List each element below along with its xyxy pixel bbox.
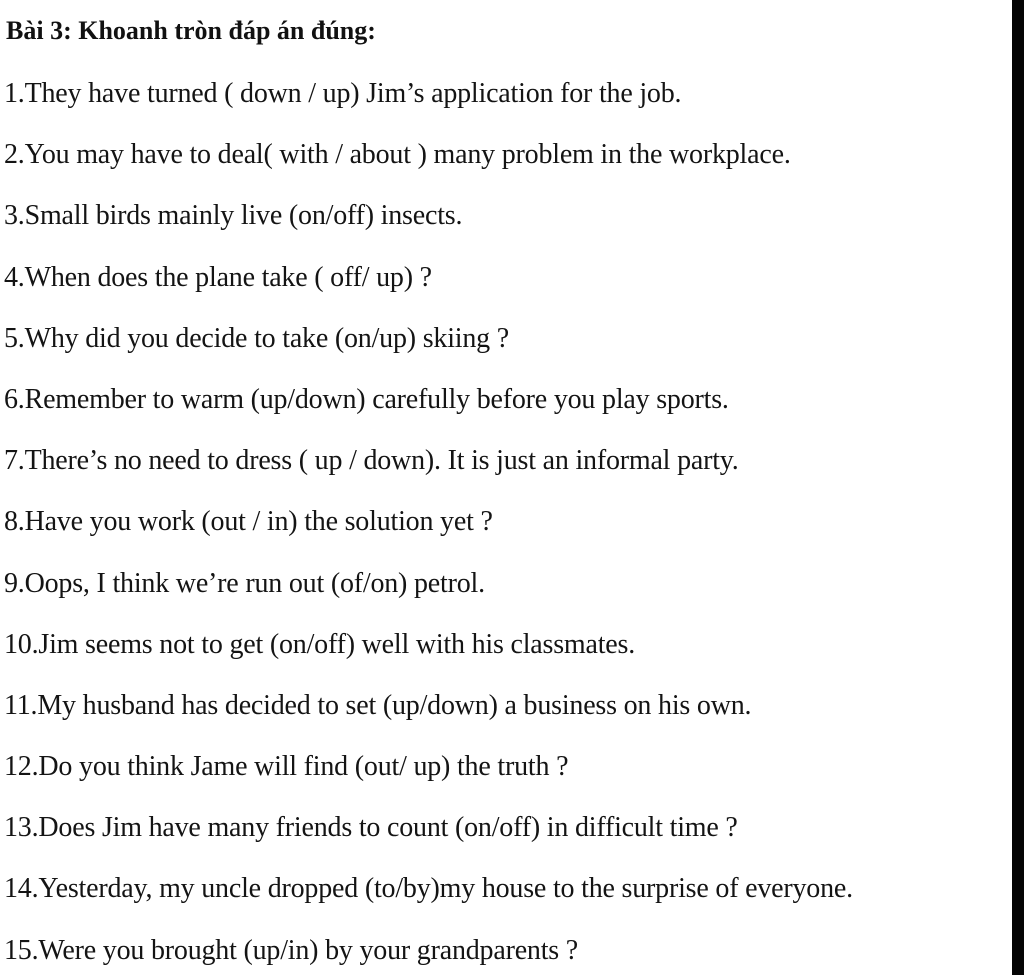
question-item-7: 7.There’s no need to dress ( up / down). It is just an informal party. [4, 445, 739, 477]
question-item-9: 9.Oops, I think we’re run out (of/on) petrol. [4, 567, 485, 599]
question-item-14: 14.Yesterday, my uncle dropped (to/by)my house to the surprise of everyone. [4, 873, 853, 905]
edge-border [1012, 0, 1024, 975]
question-item-6: 6.Remember to warm (up/down) carefully before you play sports. [4, 383, 729, 415]
question-item-3: 3.Small birds mainly live (on/off) insects. [4, 200, 463, 232]
question-item-4: 4.When does the plane take ( off/ up) ? [4, 261, 432, 293]
question-item-12: 12.Do you think Jame will find (out/ up) the truth ? [4, 751, 569, 783]
question-list [4, 74, 853, 975]
question-item-1: 1.They have turned ( down / up) Jim’s application for the job. [4, 78, 682, 109]
question-item-11: 11.My husband has decided to set (up/down) a business on his own. [4, 689, 752, 721]
exercise-title: Bài 3: Khoanh tròn đáp án đúng: [6, 16, 376, 45]
question-item-2: 2.You may have to deal( with / about ) many problem in the workplace. [4, 139, 791, 171]
question-item-10: 10.Jim seems not to get (on/off) well with his classmates. [4, 628, 636, 660]
question-item-8: 8.Have you work (out / in) the solution yet ? [4, 506, 493, 538]
question-item-5: 5.Why did you decide to take (on/up) skiing ? [4, 322, 509, 354]
question-item-15: 15.Were you brought (up/in) by your grandparents ? [4, 934, 579, 966]
question-item-13: 13.Does Jim have many friends to count (on/off) in difficult time ? [4, 812, 738, 844]
